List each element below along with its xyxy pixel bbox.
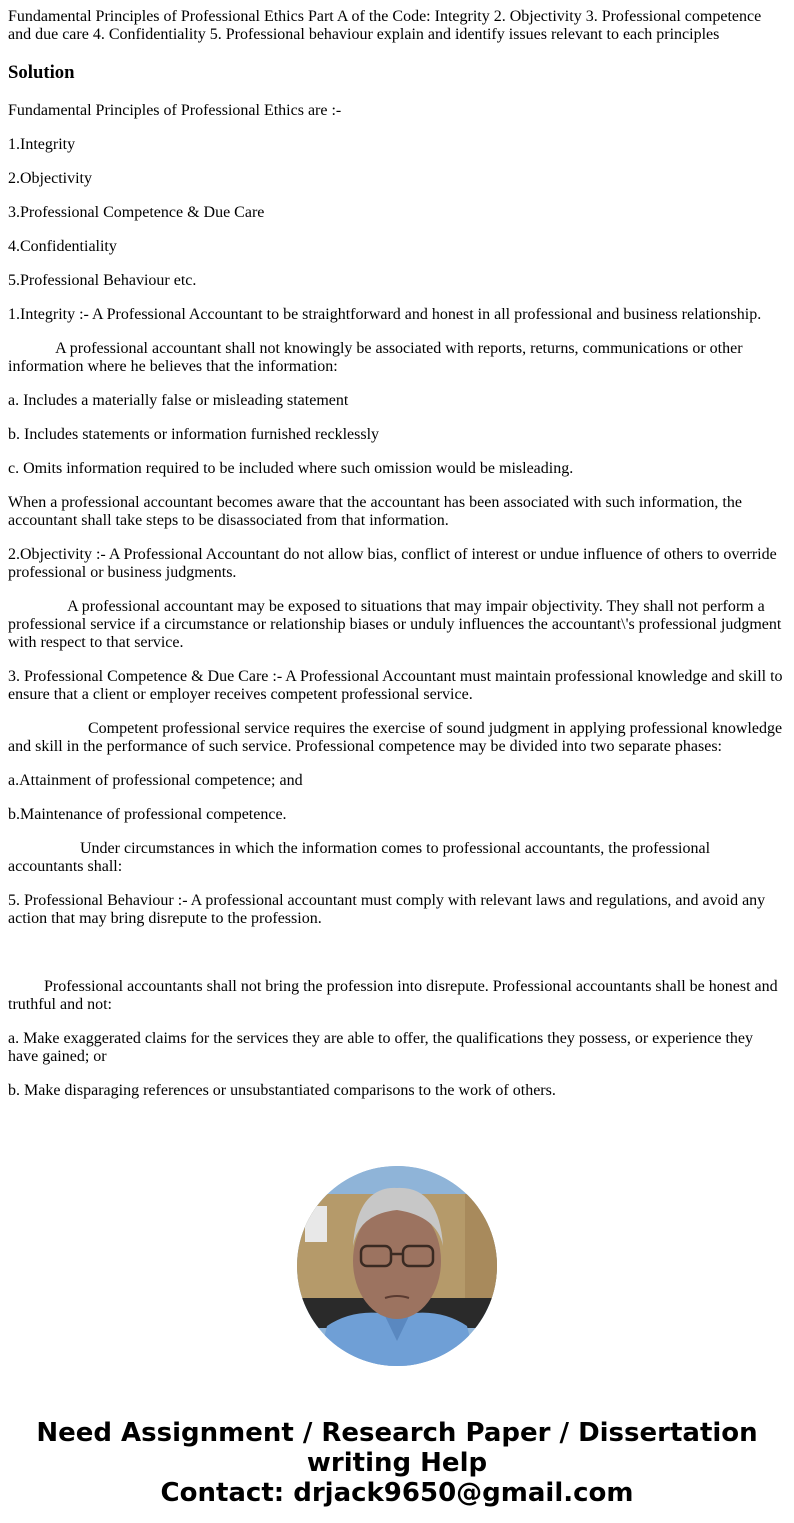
promo-contact: Contact: drjack9650@gmail.com xyxy=(160,1478,634,1508)
promo-banner xyxy=(8,1418,786,1508)
paragraph: When a professional accountant becomes aware that the accountant has been associated with such information, the accountant shall take steps to be disassociated from that information. xyxy=(8,494,742,529)
paragraph: a. Includes a materially false or misleading statement xyxy=(8,392,349,409)
paragraph: Professional accountants shall not bring the profession into disrepute. Professional accountants shall be honest and truthful and not: xyxy=(8,978,778,1013)
paragraph: 3. Professional Competence & Due Care :- A Professional Accountant must maintain professional knowledge and skill to ensure that a client or employer receives competent professional service. xyxy=(8,668,783,703)
paragraph: a.Attainment of professional competence; and xyxy=(8,772,303,789)
solution-heading: Solution xyxy=(8,62,75,83)
question-text: Fundamental Principles of Professional Ethics Part A of the Code: Integrity 2. Objectivity 3. Professional competence and due care 4. Confidentiality 5. Professional behaviour explain and identify issues relevant to each principles xyxy=(8,8,762,43)
author-avatar xyxy=(297,1166,497,1366)
paragraph: Under circumstances in which the information comes to professional accountants, the professional accountants shall: xyxy=(8,840,711,875)
promo-line-1: Need Assignment / Research Paper / Dissertation xyxy=(36,1418,758,1448)
paragraph: b.Maintenance of professional competence. xyxy=(8,806,287,823)
solution-body xyxy=(8,102,786,1100)
paragraph: 1.Integrity xyxy=(8,136,76,153)
paragraph: 4.Confidentiality xyxy=(8,238,117,255)
paragraph: 3.Professional Competence & Due Care xyxy=(8,204,265,221)
author-photo-container xyxy=(8,1166,786,1366)
paragraph: 1.Integrity :- A Professional Accountant to be straightforward and honest in all professional and business relationship. xyxy=(8,306,762,323)
promo-line-2: writing Help xyxy=(306,1448,488,1478)
paragraph: b. Make disparaging references or unsubstantiated comparisons to the work of others. xyxy=(8,1082,556,1099)
paragraph: 5. Professional Behaviour :- A professional accountant must comply with relevant laws and regulations, and avoid any action that may bring disrepute to the profession. xyxy=(8,892,766,927)
paragraph: Fundamental Principles of Professional Ethics are :- xyxy=(8,102,342,119)
paragraph: 5.Professional Behaviour etc. xyxy=(8,272,197,289)
spacer xyxy=(8,944,786,978)
paragraph: Competent professional service requires the exercise of sound judgment in applying professional knowledge and skill in the performance of such service. Professional competence may be divided into two separate phases: xyxy=(8,720,783,755)
paragraph: b. Includes statements or information furnished recklessly xyxy=(8,426,380,443)
paragraph: 2.Objectivity xyxy=(8,170,92,187)
paragraph: c. Omits information required to be included where such omission would be misleading. xyxy=(8,460,574,477)
paragraph: a. Make exaggerated claims for the services they are able to offer, the qualifications they possess, or experience they have gained; or xyxy=(8,1030,753,1065)
portrait-image xyxy=(297,1166,497,1366)
paragraph: A professional accountant shall not knowingly be associated with reports, returns, communications or other information where he believes that the information: xyxy=(8,340,743,375)
paragraph: 2.Objectivity :- A Professional Accountant do not allow bias, conflict of interest or undue influence of others to override professional or business judgments. xyxy=(8,546,777,581)
paragraph: A professional accountant may be exposed to situations that may impair objectivity. They shall not perform a professional service if a circumstance or relationship biases or unduly influences the accountant\'s professional judgment with respect to that service. xyxy=(8,598,782,651)
